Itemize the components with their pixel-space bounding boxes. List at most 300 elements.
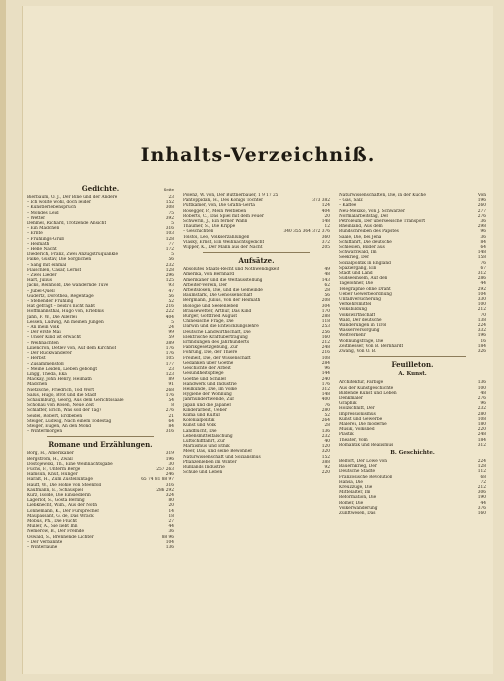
entry-page: 340 355 364 372 376 — [283, 229, 330, 235]
entry-page: 298 — [477, 224, 486, 230]
entry-page: 56 — [168, 293, 174, 299]
entry-page: 222 — [165, 309, 174, 315]
entry-page: 128 — [477, 464, 486, 470]
entry-title: Rußlands Industrie — [183, 464, 225, 470]
entry-page: 14 — [168, 508, 174, 514]
entry-title: Wald, Der deutsche — [339, 317, 382, 323]
entry-page: 284 — [321, 360, 330, 366]
entry-page: 316 — [165, 226, 174, 232]
entry-page: 84 — [168, 423, 174, 429]
entry-page: 184 — [477, 437, 486, 443]
entry-page: 47 — [168, 288, 174, 294]
entry-title: Vlasky, Ernst, Ein Weihnachtsgedicht — [183, 239, 265, 245]
entry-title: Französische Revolution — [339, 474, 393, 480]
entry-title: Möbus, Ph., Die Flucht — [27, 518, 77, 524]
entry-page: 136 — [477, 380, 486, 386]
entry-page: 220 — [321, 470, 330, 476]
entry-title: Landflucht, Die — [183, 428, 217, 434]
toc-entry — [27, 429, 174, 434]
entry-title: Chinesische Frage, Die — [183, 319, 234, 325]
entry-title: – Kaffee — [339, 203, 357, 209]
entry-page: 286 — [477, 276, 486, 282]
entry-title: Gudertz, Dorothea, Regentage — [27, 293, 94, 299]
entry-title: Luftschifffahrt, Zur — [183, 438, 225, 444]
entry-page: 30 — [168, 461, 174, 467]
entry-title: Bildende Kunst und Leben — [339, 390, 397, 396]
entry-page: 376 — [477, 505, 486, 511]
entry-page: 80 — [168, 498, 174, 504]
entry-page: 288 — [321, 314, 330, 320]
entry-title: Hygiene der Wohnung — [183, 392, 232, 398]
entry-title: Wasserversorgung — [339, 328, 380, 334]
entry-title: Nietzsche, Friedrich, Tod Wort — [27, 387, 95, 393]
entry-list — [27, 451, 174, 550]
entry-page: 105 — [165, 356, 174, 362]
toc-entry — [183, 470, 330, 475]
entry-title: – Winterlaune — [27, 545, 58, 550]
entry-list — [183, 267, 330, 475]
entry-title: Polenz, W. von, Der Büttnerbauer, 1 9 17 25 — [183, 193, 279, 198]
entry-page: 84 — [480, 239, 486, 245]
entry-title: Neu-Mexiko, Von J. Schwarzer — [339, 208, 406, 214]
entry-page: 196 — [165, 456, 174, 462]
entry-title: Lessen, Ludwig, An meinen Jungen — [27, 319, 104, 325]
entry-title: Belfort, Der Löwe von — [339, 458, 387, 464]
entry-title: Malerei, Die moderne — [339, 421, 387, 427]
entry-title: – Der Verbannte — [27, 539, 63, 545]
entry-title: Bauernkrieg, Der — [339, 464, 377, 470]
entry-title: Wohnungsfrage, Die — [339, 338, 384, 344]
entry-page: 76 — [324, 402, 330, 408]
entry-page: 152 — [321, 454, 330, 460]
entry-page: 5 — [171, 319, 174, 325]
entry-page: 48 — [480, 390, 486, 396]
entry-title: Saale, Die, bei Jena — [339, 234, 382, 240]
entry-page: 108 — [321, 355, 330, 361]
entry-title: Dehmel, Richard, Trotzende Ansicht — [27, 221, 107, 227]
entry-page: 12 — [324, 224, 330, 230]
entry-title: Darwin und die Entwicklungslehre — [183, 324, 259, 330]
entry-page: 36 — [480, 234, 486, 240]
entry-title: Jahrhundertwende, Zur — [183, 397, 235, 403]
entry-title: Baumstark, Die Genossenschaft — [183, 293, 253, 299]
entry-page: 20 — [168, 503, 174, 509]
entry-page: 21 — [168, 413, 174, 419]
entry-page: 88 96 — [161, 534, 174, 540]
entry-page: 99 — [168, 330, 174, 336]
entry-title: Spaziergang, Ein — [339, 265, 377, 271]
entry-page: 28 — [324, 423, 330, 429]
entry-page: 16 — [480, 338, 486, 344]
entry-page: 208 — [321, 298, 330, 304]
entry-page: 256 — [321, 329, 330, 335]
entry-title: Naturwissenschaften, Die, in der Küche — [339, 193, 426, 198]
entry-title: Völkerwanderung — [339, 505, 378, 511]
entry-page: 96 — [480, 229, 486, 235]
entry-title: – Stehender Frühling — [27, 299, 74, 305]
entry-title: Kunst und Volk — [183, 423, 216, 429]
entry-page: 248 — [477, 432, 486, 438]
entry-page: 304 — [321, 303, 330, 309]
entry-page: 64 — [480, 245, 486, 251]
entry-page: 67 — [480, 265, 486, 271]
entry-title: Hat gefragt – beidi's nicht habt — [27, 304, 96, 310]
entry-page: 44 — [168, 524, 174, 530]
entry-page: 96 — [324, 366, 330, 372]
entry-title: Amerika, Von Bernhard — [183, 272, 235, 278]
entry-title: Elektrische Kraftübertragung — [183, 334, 248, 340]
entry-page: 128 — [165, 267, 174, 273]
entry-title: Petroleum, Der überseeische Transport — [339, 219, 426, 225]
entry-page: 224 — [477, 323, 486, 329]
entry-title: Kolonialpolitik — [183, 418, 215, 424]
entry-page: 152 — [165, 200, 174, 206]
entry-page: 176 — [165, 392, 174, 398]
entry-title: Normalarbeitstag, Der — [339, 213, 389, 219]
divider — [47, 436, 154, 437]
entry-page: 64 — [168, 418, 174, 424]
entry-title: – Frühlings-Gruß — [27, 236, 65, 242]
entry-title: Föhrung, Die, der Thiere — [183, 350, 238, 356]
entry-title: Tolstoi, Leo, Volkserzählungen — [183, 234, 250, 240]
entry-page: 138 — [477, 317, 486, 323]
entry-page: 388 — [321, 459, 330, 465]
section-header — [27, 184, 174, 193]
entry-title: – Ernte — [27, 231, 43, 237]
entry-title: Schönau von Rosen, Neue Zeit — [27, 403, 94, 409]
entry-title: Handwerk und Industrie — [183, 381, 237, 387]
entry-title: Falke, Gustav, Die Sorglichen — [27, 257, 92, 263]
entry-title: Bergström, H., Zwall — [27, 456, 73, 462]
entry-page: 65 74 81 88 97 — [141, 477, 174, 483]
entry-page: 120 — [321, 444, 330, 450]
entry-title: Tagelöhner, Die — [339, 281, 374, 287]
entry-page: 316 — [165, 429, 174, 435]
entry-page: 144 — [321, 371, 330, 377]
entry-list — [183, 193, 330, 250]
entry-title: Schwerin, J., Ein ferner Wahn — [183, 219, 248, 225]
entry-title: Mackay, John Henry, Heimath — [27, 377, 92, 383]
entry-title: Wipper, K., Der Mann aus der Nacht — [183, 245, 263, 251]
entry-title: – Meine Leiden, Lieben gebongt — [27, 366, 98, 372]
entry-page: 148 — [477, 250, 486, 256]
entry-page: 212 — [477, 307, 486, 313]
section-title: Gedichte. — [81, 184, 120, 193]
entry-title: Musik, Volkslied — [339, 427, 375, 433]
entry-title: Klima und Kultur — [183, 412, 221, 418]
entry-title: Dostojewski, Th., Eine Weihnachtsgabe — [27, 461, 113, 467]
entry-page: 216 — [321, 350, 330, 356]
entry-page: 148 — [321, 392, 330, 398]
entry-title: Weltverkehr — [339, 333, 366, 339]
entry-title: Rheinland, Aus dem — [339, 224, 383, 230]
entry-list — [339, 459, 486, 516]
entry-page: 108 — [477, 416, 486, 422]
entry-title: Rundschreiben des Papstes — [339, 229, 399, 235]
entry-page: 268 — [165, 387, 174, 393]
entry-title: – Wintermorgen — [27, 429, 63, 435]
entry-page: 93 — [168, 283, 174, 289]
entry-title: Roberts, C., Das Spiel mit dem Feuer — [183, 213, 264, 219]
entry-page: 176 — [321, 381, 330, 387]
entry-list — [339, 380, 486, 448]
entry-title: Müller, A., Sie liebt Ihn — [27, 524, 78, 530]
entry-list — [27, 195, 174, 434]
entry-page: 196 — [477, 333, 486, 339]
section-title: Feuilleton. — [391, 360, 434, 370]
entry-title: Ueber Gewerbeordnung — [339, 291, 392, 297]
entry-title: Volksbildung — [339, 307, 368, 313]
entry-title: Sozialpolitik in England — [339, 260, 391, 266]
entry-page: 68 — [480, 474, 486, 480]
entry-title: Erfindungen des Jahrhunderts — [183, 340, 250, 346]
toc-entry — [339, 443, 486, 448]
entry-page: 36 — [168, 529, 174, 535]
divider — [203, 252, 310, 253]
entry-title: Kaufmann, E., Schauspiel — [27, 487, 83, 493]
toc-entry — [183, 245, 330, 250]
entry-title: Hamsun, Knut, Hunger — [27, 472, 78, 478]
entry-page: 280 — [477, 411, 486, 417]
entry-title: Hansa, Die — [339, 479, 363, 485]
entry-title: Lebensmittelfälschung — [183, 433, 233, 439]
entry-title: Maupassant, G. de, Das Wrack — [27, 513, 94, 519]
entry-page: 373 382 — [312, 198, 330, 204]
entry-page: 160 — [321, 334, 330, 340]
entry-page: 49 — [324, 267, 330, 273]
entry-title: – Geschichten — [183, 229, 214, 235]
entry-title: Diederich, Franz, Zwei Anzugstrüquänkle — [27, 252, 119, 258]
entry-page: 27 — [168, 518, 174, 524]
entry-page: 312 — [477, 271, 486, 277]
entry-page: 320 — [321, 449, 330, 455]
entry-title: Hart, Julius — [27, 278, 53, 284]
entry-page: 180 — [477, 421, 486, 427]
entry-title: Salus, Hugo, Brot und die Stadt — [27, 392, 97, 398]
entry-title: Lagerlöf, S., Gösta Berling — [27, 498, 85, 504]
entry-page: 400 — [321, 397, 330, 403]
entry-title: Gedanken über Goethe — [183, 360, 234, 366]
entry-page: 260 — [477, 203, 486, 209]
entry-page: 404 — [321, 208, 330, 214]
entry-title: Zeitmesser, Von B. Bernhardt — [339, 343, 404, 349]
entry-page: 72 — [480, 479, 486, 485]
entry-page: 24 — [168, 325, 174, 331]
entry-page: 52 — [168, 299, 174, 305]
entry-page: 118 — [321, 319, 330, 325]
entry-page: 158 — [477, 255, 486, 261]
entry-page: 332 — [477, 328, 486, 334]
entry-page: 246 — [165, 472, 174, 478]
entry-title: Schlesien, Bilder aus — [339, 245, 385, 251]
entry-title: Volkswirthschaft — [339, 312, 376, 318]
entry-page: 324 — [165, 492, 174, 498]
entry-page: 312 — [321, 386, 330, 392]
entry-title: – Herbst — [27, 356, 46, 362]
entry-title: Graphik — [339, 401, 357, 407]
entry-page: 176 — [165, 351, 174, 357]
entry-title: Jacks, Reinhold, Die wandernde Tüve — [27, 283, 109, 289]
seite-label: Seite — [163, 187, 174, 192]
entry-title: Kreuzzüge, Die — [339, 484, 373, 490]
entry-page: 56 — [324, 293, 330, 299]
entry-title: Seekrieg, Der — [339, 255, 370, 261]
entry-page: 36 — [480, 219, 486, 225]
entry-page: 20 — [324, 213, 330, 219]
toc-entry — [339, 349, 486, 354]
entry-page: 312 — [477, 442, 486, 448]
entry-title: Hauff, W., Die Höhle von Steenfoll — [27, 482, 102, 488]
entry-title: Lonnemann, K., Der Fürsprecher — [27, 508, 100, 514]
entry-title: – Jubel-Quell — [27, 288, 55, 294]
entry-list — [339, 193, 486, 354]
entry-title: Thaumer, S., Die Krippe — [183, 224, 236, 230]
entry-page: 5 — [171, 221, 174, 227]
entry-title: – Künstlerlebenspruch — [27, 205, 76, 211]
entry-title: Lingg, Theda, Eka — [27, 371, 67, 377]
entry-title: – Zwei Lieder — [27, 273, 57, 279]
entry-page: 280 — [321, 407, 330, 413]
entry-page: 205 — [321, 245, 330, 251]
entry-page: 136 — [165, 545, 174, 550]
entry-title: Aus der Kunstgeschichte — [339, 385, 394, 391]
entry-title: Oswald, S., Brennende Lichter — [27, 534, 94, 540]
entry-page: 286 292 — [156, 487, 174, 493]
entry-title: Liebknecht, Wilh., Aus der Noth — [27, 503, 98, 509]
column-left — [27, 181, 174, 550]
entry-page: 404 — [165, 314, 174, 320]
entry-page: 8 — [171, 403, 174, 409]
entry-page: 128 — [165, 236, 174, 242]
entry-page: 54 — [168, 397, 174, 403]
entry-title: Puttkamer, von, Die Gräfin-Gerta — [183, 203, 255, 209]
entry-page: 232 — [477, 406, 486, 412]
entry-page: 392 — [165, 215, 174, 221]
entry-title: Plastik — [339, 432, 354, 438]
entry-title: – Mondes Leid — [27, 210, 59, 216]
entry-title: – Heimath — [27, 241, 50, 247]
entry-title: – Wetter — [27, 215, 46, 221]
section-title: Aufsätze. — [238, 256, 275, 266]
entry-page: 59 — [168, 335, 174, 341]
entry-title: Rosegger, P., Mein Weltleben — [183, 208, 247, 214]
entry-page: 18 — [168, 513, 174, 519]
entry-page: 28 — [324, 288, 330, 294]
entry-title: Schiffahrt, Die deutsche — [339, 239, 392, 245]
entry-page: 212 — [321, 340, 330, 346]
entry-title: Haralt, H., Zum Zustelluntage — [27, 477, 93, 483]
entry-title: – An mein Volk — [27, 325, 60, 331]
entry-page: Von — [477, 193, 486, 198]
spacer — [339, 181, 486, 193]
entry-page: 148 — [321, 219, 330, 225]
entry-page: 40 — [324, 438, 330, 444]
column-middle — [183, 181, 330, 475]
entry-title: Absolutes Staats-Recht und Nothwendigkeit — [183, 267, 280, 273]
entry-page: 372 — [321, 239, 330, 245]
entry-title: Brausewetter, Arthur, Das Kind — [183, 308, 252, 314]
entry-title: Steiger, Eugen, An den Mond — [27, 423, 92, 429]
entry-page: 316 — [165, 482, 174, 488]
entry-title: Bierbaum, O. J., Der Bine und der Andere — [27, 195, 118, 200]
entry-page: 75 — [168, 210, 174, 216]
entry-title: Schwarzwald, Im — [339, 250, 377, 256]
entry-title: Freiheit, Die, der Wissenschaft — [183, 355, 251, 361]
entry-page: 62 — [324, 282, 330, 288]
entry-page: 177 — [165, 361, 174, 367]
entry-page: 56 — [168, 257, 174, 263]
section-title: Romane und Erzählungen. — [48, 440, 153, 450]
entry-page: 112 — [477, 469, 486, 475]
entry-page: 277 — [477, 208, 486, 214]
entry-page: 276 — [477, 395, 486, 401]
entry-title: Schlaffer, Erich, Was soll der Tag? — [27, 408, 102, 414]
entry-title: Architektur, Farbige — [339, 380, 384, 386]
entry-page: 124 — [321, 203, 330, 209]
entry-page: 216 — [165, 304, 174, 310]
section-header — [339, 360, 486, 369]
entry-title: Zwang, Von O. B. — [339, 349, 377, 355]
entry-page: 292 — [477, 286, 486, 292]
entry-page: 319 — [165, 451, 174, 457]
section-header — [27, 440, 174, 449]
entry-page: 212 — [477, 484, 486, 490]
entry-title: Borg, H., Amerikaner — [27, 451, 74, 457]
entry-title: Mädchen — [27, 382, 48, 388]
entry-title: Schaumburg, Georg, Aus dem Gerichtssaale — [27, 397, 124, 403]
entry-title: – Der erste Mai — [27, 330, 61, 336]
entry-title: – Unser Kind ist erwacht — [27, 335, 81, 341]
entry-page: 96 — [480, 401, 486, 407]
entry-page: 5 — [171, 252, 174, 258]
entry-page: 248 — [321, 345, 330, 351]
entry-title: Deutsche Städte — [339, 469, 376, 475]
entry-title: Theater, Vom — [339, 437, 368, 443]
entry-title: Pflanzenleben im Winter — [183, 459, 237, 465]
spacer — [183, 181, 330, 193]
entry-page: 104 — [165, 539, 174, 545]
entry-page: 91 — [168, 382, 174, 388]
entry-page: 306 — [477, 490, 486, 496]
entry-title: – Sang mit einmal — [27, 262, 67, 268]
entry-title: Telegraphie ohne Draht — [339, 286, 391, 292]
entry-page: 308 — [165, 205, 174, 211]
entry-title: Mittelalter, Im — [339, 490, 371, 496]
entry-title: – Helle Nacht — [27, 247, 57, 253]
entry-title: – Weihnachten — [27, 340, 59, 346]
entry-title: Steiger, Ludwig, Nach einem Todestag — [27, 418, 112, 424]
entry-title: – Gas, Salz — [339, 198, 363, 204]
entry-title: Flaischlen, Cäsar, Lernst — [27, 267, 82, 273]
entry-title: Bürger, Gottfried August — [183, 314, 238, 320]
entry-page: 100 — [477, 302, 486, 308]
column-right — [339, 181, 486, 516]
entry-page: 170 — [321, 308, 330, 314]
entry-page: 296 — [165, 273, 174, 279]
toc-entry — [27, 545, 174, 550]
entry-page: 184 — [477, 343, 486, 349]
entry-title: Arbeiter-Verein, Der — [183, 282, 228, 288]
entry-title: Unfallversicherung — [339, 297, 381, 303]
entry-page: 77 — [168, 241, 174, 247]
entry-title: – Zusammenstoß — [27, 361, 64, 367]
entry-page: 330 — [477, 297, 486, 303]
entry-title: Gesundheitspflege — [183, 371, 224, 377]
entry-page: 257 263 — [156, 466, 174, 472]
entry-title: Schule und Leben — [183, 470, 223, 476]
entry-title: Liliencron, Detlev von, Auf dem Kirchhof — [27, 345, 117, 351]
entry-title: Stadt und Land — [339, 271, 373, 277]
